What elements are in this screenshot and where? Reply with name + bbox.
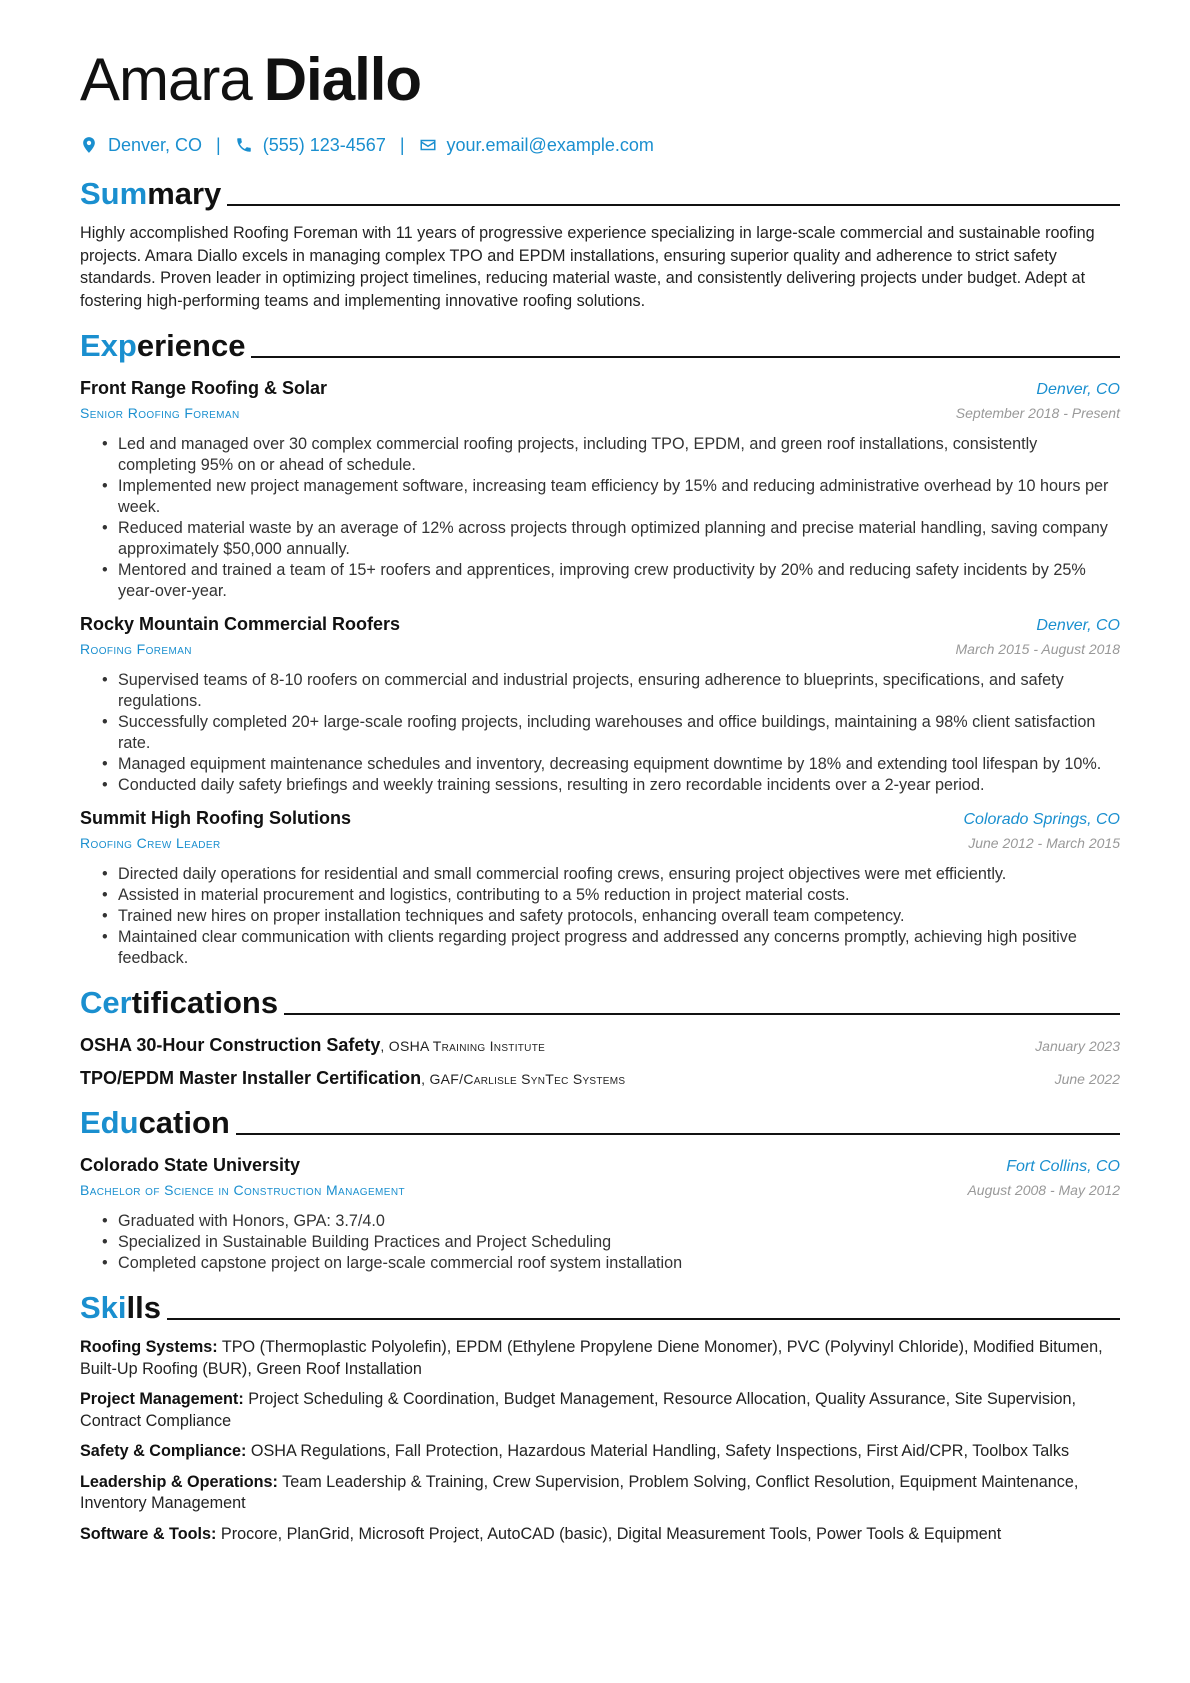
skill-group — [80, 1337, 1120, 1380]
cert-name: TPO/EPDM Master Installer Certification — [80, 1068, 422, 1088]
cert-date: June 2022 — [1054, 1071, 1120, 1087]
job-bullets — [80, 434, 1120, 602]
job-dates: June 2012 - March 2015 — [968, 835, 1120, 851]
list-item: • Mentored and trained a team of 15+ roofers and apprentices, improving crew productivity by 20% and reducing safety incidents by 25% year-over-year. — [118, 560, 1120, 602]
list-item: • Assisted in material procurement and logistics, contributing to a 5% reduction in project material costs. — [118, 885, 1120, 906]
first-name: Amara — [80, 46, 252, 113]
contact-phone[interactable] — [235, 135, 386, 156]
job-location: Colorado Springs, CO — [963, 811, 1120, 828]
section-rule — [167, 1318, 1120, 1320]
section-title: Education — [80, 1105, 230, 1140]
education-bullets — [80, 1211, 1120, 1274]
contact-location — [80, 135, 202, 156]
skill-label: Roofing Systems: — [80, 1338, 218, 1356]
experience-heading — [80, 326, 1120, 366]
skill-group — [80, 1441, 1120, 1463]
contact-separator: | — [216, 134, 221, 155]
school-location: Fort Collins, CO — [1006, 1158, 1120, 1175]
skill-text: Team Leadership & Training, Crew Supervision, Problem Solving, Conflict Resolution, Equipment Maintenance, Inventory Management — [80, 1472, 1079, 1512]
certification-item — [80, 1068, 1120, 1089]
list-item: • Managed equipment maintenance schedules and inventory, decreasing equipment downtime by 18% and extending tool lifespan by 10%. — [118, 754, 1120, 775]
skill-label: Software & Tools: — [80, 1524, 217, 1543]
list-item: • Implemented new project management software, increasing team efficiency by 15% and reducing administrative overhead by 10 hours per week. — [118, 476, 1120, 518]
experience-entry — [80, 612, 1120, 796]
skill-label: Safety & Compliance: — [80, 1442, 247, 1460]
company-name: Rocky Mountain Commercial Roofers — [80, 614, 401, 634]
job-dates: September 2018 - Present — [955, 405, 1120, 421]
skill-text: TPO (Thermoplastic Polyolefin), EPDM (Ethylene Propylene Diene Monomer), PVC (Polyvinyl Chloride), Modified Bitumen, Built-Up Roofing (BUR), Green Roof Installation — [80, 1338, 1103, 1378]
section-title: Experience — [80, 328, 246, 363]
school-name: Colorado State University — [80, 1155, 301, 1175]
company-name: Front Range Roofing & Solar — [80, 378, 327, 398]
phone-icon — [235, 136, 253, 154]
section-title: Summary — [80, 176, 222, 211]
education-dates: August 2008 - May 2012 — [967, 1182, 1120, 1198]
experience-entry — [80, 376, 1120, 602]
job-role: Roofing Crew Leader — [80, 835, 221, 851]
contact-email[interactable] — [419, 135, 654, 156]
map-pin-icon — [80, 136, 98, 154]
company-name: Summit High Roofing Solutions — [80, 808, 351, 828]
education-entry — [80, 1153, 1120, 1274]
education-heading — [80, 1103, 1120, 1143]
skill-group — [80, 1524, 1120, 1546]
job-role: Roofing Foreman — [80, 641, 192, 657]
contact-separator: | — [399, 134, 405, 155]
skill-text: OSHA Regulations, Fall Protection, Hazardous Material Handling, Safety Inspections, First Aid/CPR, Toolbox Talks — [246, 1442, 1070, 1460]
last-name: Diallo — [263, 46, 422, 113]
cert-org: , GAF/Carlisle SynTec Systems — [421, 1071, 626, 1087]
section-title: Skills — [80, 1290, 161, 1325]
list-item: • Reduced material waste by an average of 12% across projects through optimized planning and precise material handling, saving company approximately $50,000 annually. — [118, 518, 1120, 560]
experience-entry — [80, 806, 1120, 969]
list-item: • Conducted daily safety briefings and weekly training sessions, resulting in zero recordable incidents over a 2-year period. — [118, 775, 1120, 796]
job-bullets — [80, 864, 1120, 969]
skill-group — [80, 1472, 1120, 1515]
list-item: • Graduated with Honors, GPA: 3.7/4.0 — [118, 1211, 1120, 1232]
job-role: Senior Roofing Foreman — [80, 405, 240, 421]
section-title: Certifications — [80, 985, 279, 1020]
cert-org: , OSHA Training Institute — [380, 1038, 546, 1054]
skills-heading — [80, 1288, 1120, 1328]
list-item: • Trained new hires on proper installation techniques and safety protocols, enhancing overall team competency. — [118, 906, 1120, 927]
location-text: Denver, CO — [108, 134, 203, 155]
contact-line — [80, 132, 1120, 158]
list-item: • Led and managed over 30 complex commercial roofing projects, including TPO, EPDM, and green roof installations, consistently completing 95% on or ahead of schedule. — [118, 434, 1120, 476]
job-dates: March 2015 - August 2018 — [955, 641, 1120, 657]
cert-date: January 2023 — [1035, 1038, 1120, 1054]
section-rule — [236, 1133, 1120, 1135]
envelope-icon — [419, 136, 437, 154]
section-rule — [227, 204, 1120, 206]
list-item: • Successfully completed 20+ large-scale roofing projects, including warehouses and office buildings, maintaining a 98% client satisfaction rate. — [118, 712, 1120, 754]
list-item: • Directed daily operations for residential and small commercial roofing crews, ensuring project objectives were met efficiently. — [118, 864, 1120, 885]
job-bullets — [80, 670, 1120, 796]
candidate-name — [80, 44, 1120, 116]
job-location: Denver, CO — [1036, 381, 1120, 398]
list-item: • Supervised teams of 8-10 roofers on commercial and industrial projects, ensuring adherence to blueprints, specifications, and safety regulations. — [118, 670, 1120, 712]
skill-label: Leadership & Operations: — [80, 1472, 278, 1491]
certifications-heading — [80, 983, 1120, 1023]
list-item: • Specialized in Sustainable Building Practices and Project Scheduling — [118, 1232, 1120, 1253]
section-rule — [251, 356, 1120, 358]
summary-text: Highly accomplished Roofing Foreman with 11 years of progressive experience specializing in large-scale commercial and sustainable roofing projects. Amara Diallo excels in managing complex TPO and EPDM installations, ensuring superior quality and adherence to strict safety standards. Proven leader in optimizing project timelines, reducing material waste, and consistently delivering projects under budget. Adept at fostering high-performing teams and implementing innovative roofing solutions. — [80, 224, 1095, 310]
job-location: Denver, CO — [1036, 617, 1120, 634]
phone-text: (555) 123-4567 — [262, 134, 386, 155]
skill-text: Procore, PlanGrid, Microsoft Project, AutoCAD (basic), Digital Measurement Tools, Power Tools & Equipment — [216, 1524, 1002, 1543]
list-item: • Maintained clear communication with clients regarding project progress and addressed any concerns promptly, achieving high positive feedback. — [118, 927, 1120, 969]
degree: Bachelor of Science in Construction Management — [80, 1182, 405, 1198]
cert-name: OSHA 30-Hour Construction Safety — [80, 1035, 381, 1055]
skill-label: Project Management: — [80, 1390, 244, 1408]
certification-item — [80, 1035, 1120, 1056]
email-link[interactable]: your.email@example.com — [446, 134, 654, 155]
section-rule — [284, 1013, 1120, 1015]
skill-group — [80, 1389, 1120, 1432]
list-item: • Completed capstone project on large-scale commercial roof system installation — [118, 1253, 1120, 1274]
skill-text: Project Scheduling & Coordination, Budget Management, Resource Allocation, Quality Assurance, Site Supervision, Contract Compliance — [80, 1390, 1077, 1430]
summary-heading — [80, 174, 1120, 214]
